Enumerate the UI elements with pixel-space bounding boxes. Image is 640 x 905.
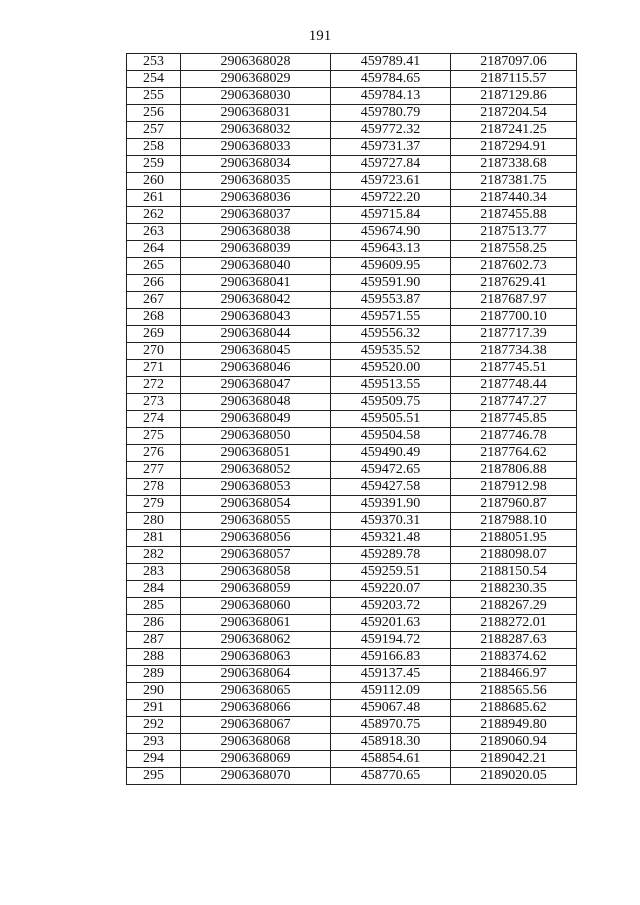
table-row (127, 190, 577, 207)
y-coordinate-cell: 2187115.57 (451, 71, 577, 88)
point-number-cell: 271 (127, 360, 181, 377)
y-coordinate-cell: 2189060.94 (451, 734, 577, 751)
page-number: 191 (308, 28, 332, 44)
x-coordinate-cell: 459571.55 (331, 309, 451, 326)
point-number-cell: 269 (127, 326, 181, 343)
table-row (127, 717, 577, 734)
point-number-cell: 267 (127, 292, 181, 309)
point-number-cell: 280 (127, 513, 181, 530)
y-coordinate-cell: 2187455.88 (451, 207, 577, 224)
x-coordinate-cell: 459220.07 (331, 581, 451, 598)
point-id-cell: 2906368034 (181, 156, 331, 173)
x-coordinate-cell: 459674.90 (331, 224, 451, 241)
x-coordinate-cell: 459067.48 (331, 700, 451, 717)
point-id-cell: 2906368037 (181, 207, 331, 224)
point-number-cell: 260 (127, 173, 181, 190)
y-coordinate-cell: 2187687.97 (451, 292, 577, 309)
point-number-cell: 264 (127, 241, 181, 258)
table-row (127, 683, 577, 700)
y-coordinate-cell: 2188565.56 (451, 683, 577, 700)
table-row (127, 530, 577, 547)
point-id-cell: 2906368029 (181, 71, 331, 88)
y-coordinate-cell: 2187746.78 (451, 428, 577, 445)
point-id-cell: 2906368065 (181, 683, 331, 700)
y-coordinate-cell: 2188466.97 (451, 666, 577, 683)
x-coordinate-cell: 459137.45 (331, 666, 451, 683)
point-number-cell: 281 (127, 530, 181, 547)
x-coordinate-cell: 459194.72 (331, 632, 451, 649)
table-row (127, 207, 577, 224)
point-number-cell: 265 (127, 258, 181, 275)
x-coordinate-cell: 459289.78 (331, 547, 451, 564)
y-coordinate-cell: 2187700.10 (451, 309, 577, 326)
point-number-cell: 287 (127, 632, 181, 649)
x-coordinate-cell: 459772.32 (331, 122, 451, 139)
point-id-cell: 2906368035 (181, 173, 331, 190)
point-number-cell: 268 (127, 309, 181, 326)
x-coordinate-cell: 458854.61 (331, 751, 451, 768)
x-coordinate-cell: 459553.87 (331, 292, 451, 309)
x-coordinate-cell: 459643.13 (331, 241, 451, 258)
point-number-cell: 282 (127, 547, 181, 564)
table-row (127, 445, 577, 462)
x-coordinate-cell: 459472.65 (331, 462, 451, 479)
x-coordinate-cell: 459427.58 (331, 479, 451, 496)
point-id-cell: 2906368052 (181, 462, 331, 479)
table-row (127, 258, 577, 275)
table-row (127, 632, 577, 649)
point-id-cell: 2906368054 (181, 496, 331, 513)
x-coordinate-cell: 458970.75 (331, 717, 451, 734)
y-coordinate-cell: 2188287.63 (451, 632, 577, 649)
table-row (127, 649, 577, 666)
y-coordinate-cell: 2188267.29 (451, 598, 577, 615)
table-row (127, 462, 577, 479)
x-coordinate-cell: 459203.72 (331, 598, 451, 615)
point-id-cell: 2906368048 (181, 394, 331, 411)
y-coordinate-cell: 2187912.98 (451, 479, 577, 496)
x-coordinate-cell: 459490.49 (331, 445, 451, 462)
x-coordinate-cell: 459259.51 (331, 564, 451, 581)
table-row (127, 428, 577, 445)
x-coordinate-cell: 459609.95 (331, 258, 451, 275)
y-coordinate-cell: 2187748.44 (451, 377, 577, 394)
point-id-cell: 2906368050 (181, 428, 331, 445)
y-coordinate-cell: 2188374.62 (451, 649, 577, 666)
point-id-cell: 2906368064 (181, 666, 331, 683)
y-coordinate-cell: 2188272.01 (451, 615, 577, 632)
point-number-cell: 266 (127, 275, 181, 292)
x-coordinate-cell: 459715.84 (331, 207, 451, 224)
x-coordinate-cell: 459321.48 (331, 530, 451, 547)
x-coordinate-cell: 459505.51 (331, 411, 451, 428)
table-row (127, 88, 577, 105)
table-row (127, 105, 577, 122)
y-coordinate-cell: 2187764.62 (451, 445, 577, 462)
y-coordinate-cell: 2187381.75 (451, 173, 577, 190)
point-number-cell: 291 (127, 700, 181, 717)
table-row (127, 122, 577, 139)
table-row (127, 479, 577, 496)
point-id-cell: 2906368038 (181, 224, 331, 241)
y-coordinate-cell: 2189020.05 (451, 768, 577, 785)
point-id-cell: 2906368056 (181, 530, 331, 547)
y-coordinate-cell: 2187734.38 (451, 343, 577, 360)
table-row (127, 496, 577, 513)
x-coordinate-cell: 459520.00 (331, 360, 451, 377)
point-number-cell: 275 (127, 428, 181, 445)
point-id-cell: 2906368069 (181, 751, 331, 768)
y-coordinate-cell: 2187558.25 (451, 241, 577, 258)
point-number-cell: 295 (127, 768, 181, 785)
table-row (127, 411, 577, 428)
table-row (127, 513, 577, 530)
point-id-cell: 2906368036 (181, 190, 331, 207)
point-number-cell: 261 (127, 190, 181, 207)
y-coordinate-cell: 2187745.85 (451, 411, 577, 428)
point-number-cell: 279 (127, 496, 181, 513)
point-id-cell: 2906368066 (181, 700, 331, 717)
point-id-cell: 2906368042 (181, 292, 331, 309)
point-id-cell: 2906368046 (181, 360, 331, 377)
table-row (127, 292, 577, 309)
point-number-cell: 263 (127, 224, 181, 241)
point-number-cell: 259 (127, 156, 181, 173)
point-id-cell: 2906368049 (181, 411, 331, 428)
point-id-cell: 2906368032 (181, 122, 331, 139)
y-coordinate-cell: 2187806.88 (451, 462, 577, 479)
y-coordinate-cell: 2187129.86 (451, 88, 577, 105)
y-coordinate-cell: 2187747.27 (451, 394, 577, 411)
table-row (127, 326, 577, 343)
table-row (127, 241, 577, 258)
table-row (127, 173, 577, 190)
y-coordinate-cell: 2187294.91 (451, 139, 577, 156)
x-coordinate-cell: 459591.90 (331, 275, 451, 292)
y-coordinate-cell: 2188150.54 (451, 564, 577, 581)
point-number-cell: 272 (127, 377, 181, 394)
y-coordinate-cell: 2187204.54 (451, 105, 577, 122)
point-number-cell: 257 (127, 122, 181, 139)
point-id-cell: 2906368043 (181, 309, 331, 326)
point-number-cell: 288 (127, 649, 181, 666)
table-row (127, 615, 577, 632)
y-coordinate-cell: 2187097.06 (451, 54, 577, 71)
x-coordinate-cell: 459556.32 (331, 326, 451, 343)
point-id-cell: 2906368058 (181, 564, 331, 581)
y-coordinate-cell: 2188051.95 (451, 530, 577, 547)
table-row (127, 224, 577, 241)
point-number-cell: 270 (127, 343, 181, 360)
point-id-cell: 2906368033 (181, 139, 331, 156)
point-id-cell: 2906368070 (181, 768, 331, 785)
point-number-cell: 293 (127, 734, 181, 751)
x-coordinate-cell: 459789.41 (331, 54, 451, 71)
point-id-cell: 2906368045 (181, 343, 331, 360)
x-coordinate-cell: 458770.65 (331, 768, 451, 785)
y-coordinate-cell: 2187440.34 (451, 190, 577, 207)
y-coordinate-cell: 2187338.68 (451, 156, 577, 173)
table-row (127, 734, 577, 751)
x-coordinate-cell: 459780.79 (331, 105, 451, 122)
point-number-cell: 290 (127, 683, 181, 700)
point-id-cell: 2906368062 (181, 632, 331, 649)
table-row (127, 564, 577, 581)
x-coordinate-cell: 459504.58 (331, 428, 451, 445)
point-number-cell: 277 (127, 462, 181, 479)
point-number-cell: 274 (127, 411, 181, 428)
table-row (127, 394, 577, 411)
point-number-cell: 262 (127, 207, 181, 224)
y-coordinate-cell: 2187241.25 (451, 122, 577, 139)
point-number-cell: 292 (127, 717, 181, 734)
point-id-cell: 2906368059 (181, 581, 331, 598)
x-coordinate-cell: 459391.90 (331, 496, 451, 513)
point-id-cell: 2906368041 (181, 275, 331, 292)
x-coordinate-cell: 459722.20 (331, 190, 451, 207)
point-number-cell: 285 (127, 598, 181, 615)
table-row (127, 139, 577, 156)
x-coordinate-cell: 459370.31 (331, 513, 451, 530)
table-row (127, 666, 577, 683)
point-id-cell: 2906368031 (181, 105, 331, 122)
point-id-cell: 2906368061 (181, 615, 331, 632)
x-coordinate-cell: 459535.52 (331, 343, 451, 360)
x-coordinate-cell: 459731.37 (331, 139, 451, 156)
y-coordinate-cell: 2188685.62 (451, 700, 577, 717)
table-row (127, 751, 577, 768)
point-id-cell: 2906368057 (181, 547, 331, 564)
point-id-cell: 2906368067 (181, 717, 331, 734)
y-coordinate-cell: 2188949.80 (451, 717, 577, 734)
table-row (127, 581, 577, 598)
y-coordinate-cell: 2187745.51 (451, 360, 577, 377)
table-row (127, 275, 577, 292)
point-id-cell: 2906368053 (181, 479, 331, 496)
table-row (127, 598, 577, 615)
point-id-cell: 2906368063 (181, 649, 331, 666)
point-id-cell: 2906368055 (181, 513, 331, 530)
point-number-cell: 276 (127, 445, 181, 462)
y-coordinate-cell: 2187988.10 (451, 513, 577, 530)
x-coordinate-cell: 459201.63 (331, 615, 451, 632)
y-coordinate-cell: 2187629.41 (451, 275, 577, 292)
table-row (127, 700, 577, 717)
y-coordinate-cell: 2187513.77 (451, 224, 577, 241)
y-coordinate-cell: 2187602.73 (451, 258, 577, 275)
table-row (127, 768, 577, 785)
table-row (127, 71, 577, 88)
x-coordinate-cell: 459513.55 (331, 377, 451, 394)
y-coordinate-cell: 2188098.07 (451, 547, 577, 564)
point-id-cell: 2906368030 (181, 88, 331, 105)
y-coordinate-cell: 2189042.21 (451, 751, 577, 768)
point-id-cell: 2906368068 (181, 734, 331, 751)
table-row (127, 360, 577, 377)
table-row (127, 343, 577, 360)
point-number-cell: 258 (127, 139, 181, 156)
x-coordinate-cell: 459112.09 (331, 683, 451, 700)
x-coordinate-cell: 459509.75 (331, 394, 451, 411)
y-coordinate-cell: 2188230.35 (451, 581, 577, 598)
x-coordinate-cell: 459727.84 (331, 156, 451, 173)
point-number-cell: 283 (127, 564, 181, 581)
point-id-cell: 2906368060 (181, 598, 331, 615)
point-id-cell: 2906368028 (181, 54, 331, 71)
point-number-cell: 253 (127, 54, 181, 71)
table-row (127, 547, 577, 564)
point-id-cell: 2906368040 (181, 258, 331, 275)
point-id-cell: 2906368047 (181, 377, 331, 394)
x-coordinate-cell: 459723.61 (331, 173, 451, 190)
point-number-cell: 254 (127, 71, 181, 88)
point-number-cell: 286 (127, 615, 181, 632)
table-row (127, 377, 577, 394)
point-id-cell: 2906368039 (181, 241, 331, 258)
point-number-cell: 278 (127, 479, 181, 496)
point-number-cell: 284 (127, 581, 181, 598)
coordinates-table (126, 53, 577, 785)
coordinates-table-body (127, 54, 577, 785)
table-row (127, 54, 577, 71)
point-id-cell: 2906368044 (181, 326, 331, 343)
x-coordinate-cell: 459166.83 (331, 649, 451, 666)
table-row (127, 156, 577, 173)
point-number-cell: 273 (127, 394, 181, 411)
x-coordinate-cell: 458918.30 (331, 734, 451, 751)
x-coordinate-cell: 459784.13 (331, 88, 451, 105)
point-number-cell: 289 (127, 666, 181, 683)
point-number-cell: 256 (127, 105, 181, 122)
point-id-cell: 2906368051 (181, 445, 331, 462)
y-coordinate-cell: 2187960.87 (451, 496, 577, 513)
point-number-cell: 294 (127, 751, 181, 768)
x-coordinate-cell: 459784.65 (331, 71, 451, 88)
table-row (127, 309, 577, 326)
point-number-cell: 255 (127, 88, 181, 105)
y-coordinate-cell: 2187717.39 (451, 326, 577, 343)
